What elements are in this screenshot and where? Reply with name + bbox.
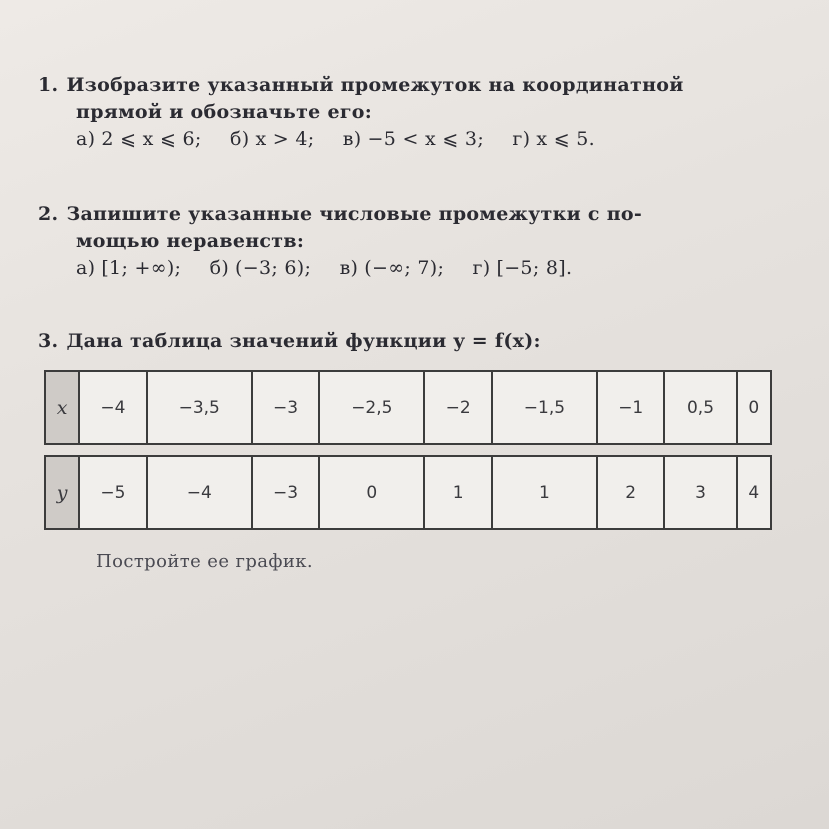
y-value-cell: 3	[664, 456, 736, 529]
y-row	[45, 456, 771, 529]
task-2-option-a-label: а)	[76, 257, 96, 279]
task-2-options	[38, 255, 799, 282]
task-2	[38, 201, 799, 282]
y-value-cell: −4	[147, 456, 252, 529]
x-value-cell: −2,5	[319, 371, 424, 444]
y-value-cell: 1	[492, 456, 597, 529]
task-3-question: Дана таблица значений функции y = f(x):	[66, 330, 541, 352]
task-1	[38, 72, 799, 153]
task-1-options	[38, 126, 799, 153]
x-header-cell: x	[45, 371, 79, 444]
function-values-table	[44, 370, 772, 530]
task-2-option-d-label: г)	[472, 257, 491, 279]
task-1-number: 1.	[38, 74, 59, 96]
x-value-cell: −3,5	[147, 371, 252, 444]
x-value-cell: 0	[737, 371, 771, 444]
task-2-option-b-value: (−3; 6);	[235, 257, 312, 279]
task-1-option-c-label: в)	[342, 128, 362, 150]
task-1-option-b-label: б)	[229, 128, 250, 150]
task-1-option-d-value: x ⩽ 5.	[536, 128, 595, 150]
task-2-question-line-1: Запишите указанные числовые промежутки с по-	[66, 203, 643, 225]
x-row	[45, 371, 771, 444]
y-value-cell: 2	[597, 456, 664, 529]
task-3-number: 3.	[38, 330, 59, 352]
x-value-cell: −1	[597, 371, 664, 444]
task-2-option-c-label: в)	[339, 257, 359, 279]
task-1-option-c-value: −5 < x ⩽ 3;	[367, 128, 485, 150]
task-1-question-line-2: прямой и обозначьте его:	[76, 101, 373, 123]
task-2-number: 2.	[38, 203, 59, 225]
task-2-option-c-value: (−∞; 7);	[364, 257, 445, 279]
y-value-cell: −5	[79, 456, 146, 529]
x-value-cell: −4	[79, 371, 146, 444]
task-3-instruction: Постройте ее график.	[96, 551, 314, 572]
y-value-cell: −3	[252, 456, 319, 529]
x-value-cell: −1,5	[492, 371, 597, 444]
y-value-cell: 1	[424, 456, 491, 529]
task-1-option-a-label: а)	[76, 128, 96, 150]
x-value-cell: −2	[424, 371, 491, 444]
task-1-option-b-value: x > 4;	[255, 128, 315, 150]
task-1-question-line-1: Изобразите указанный промежуток на координатной	[66, 74, 684, 96]
task-2-option-d-value: [−5; 8].	[496, 257, 573, 279]
x-value-cell: −3	[252, 371, 319, 444]
x-value-cell: 0,5	[664, 371, 736, 444]
y-header-cell: y	[45, 456, 79, 529]
row-gap	[45, 444, 771, 456]
y-value-cell: 0	[319, 456, 424, 529]
task-3	[38, 328, 799, 355]
task-2-question-line-2: мощью неравенств:	[76, 230, 305, 252]
task-2-option-a-value: [1; +∞);	[101, 257, 182, 279]
task-1-option-d-label: г)	[512, 128, 531, 150]
y-value-cell: 4	[737, 456, 771, 529]
task-1-option-a-value: 2 ⩽ x ⩽ 6;	[101, 128, 202, 150]
task-2-option-b-label: б)	[209, 257, 230, 279]
